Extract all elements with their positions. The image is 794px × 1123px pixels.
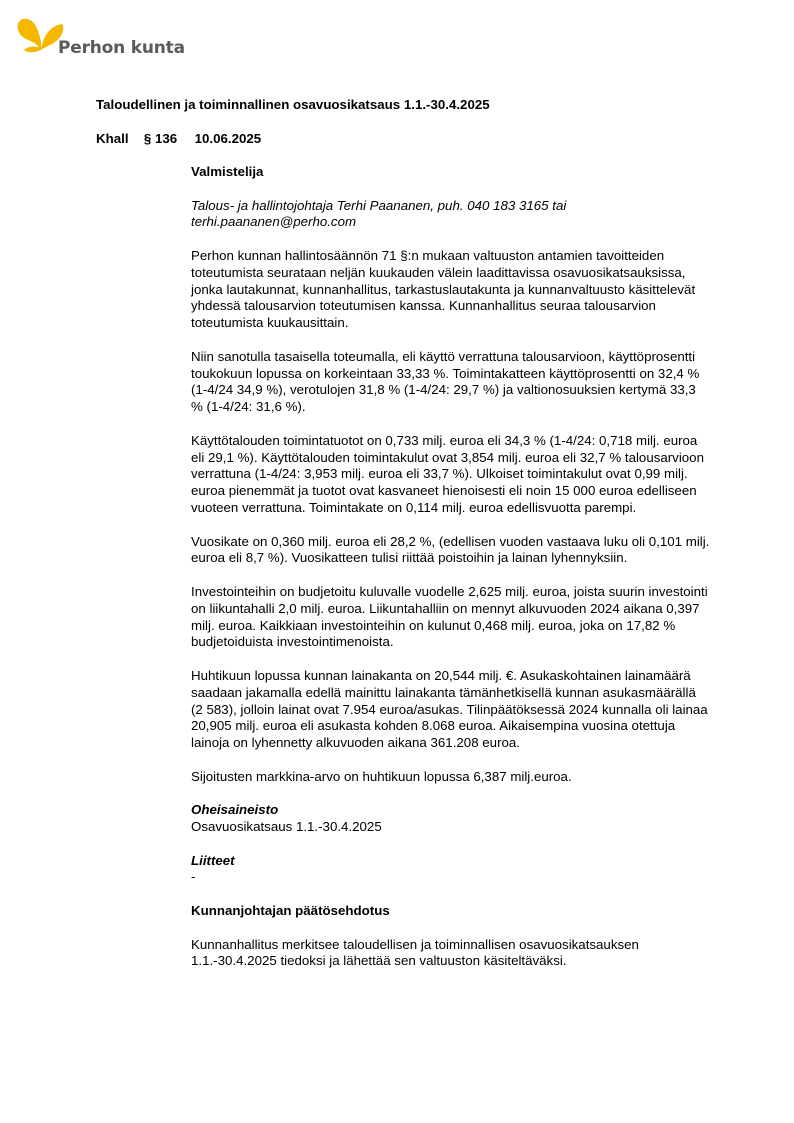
preparer-heading: Valmistelija	[191, 164, 264, 179]
paragraph: Huhtikuun lopussa kunnan lainakanta on 20,544 milj. €. Asukaskohtainen lainamäärä saadaan jakamalla edellä mainittu lainakanta tämänhetkisellä kunnan asukasmäärällä (2 583), jolloin lainat ovat 7.954 euroa/asukas. Tilinpäätöksessä 2024 kunnalla oli lainaa 20,905 milj. euroa eli asukasta kohden 8.068 euroa. Aikaisempina vuosina otettuja lainoja on lyhennetty alkuvuoden aikana 361.208 euroa.	[191, 667, 708, 751]
paragraph: Sijoitusten markkina-arvo on huhtikuun lopussa 6,387 milj.euroa.	[191, 768, 572, 784]
appendices-section	[191, 853, 711, 887]
document-body	[191, 164, 711, 987]
paragraph: Käyttötalouden toimintatuotot on 0,733 milj. euroa eli 34,3 % (1-4/24: 0,718 milj. euroa eli 29,1 %). Käyttötalouden toimintakulut ovat 3,854 milj. euroa eli 32,7 % talousarvioon verrattuna (1-4/24: 3,953 milj. euroa eli 33,7 %). Ulkoiset toimintakulut ovat 0,99 milj. euroa pienemmät ja tuotot ovat kasvaneet hienoisesti eli noin 15 000 euroa edelliseen vuoteen verrattuna. Toimintakate on 0,114 milj. euroa edellisvuotta parempi.	[191, 432, 704, 515]
attachments-item: Osavuosikatsaus 1.1.-30.4.2025	[191, 819, 382, 835]
paragraph: Perhon kunnan hallintosäännön 71 §:n mukaan valtuuston antamien tavoitteiden toteutumista seurataan neljän kuukauden välein laadittavissa osavuosikatsauksissa, jonka lautakunnat, kunnanhallitus, tarkastuslautakunta ja kunnanvaltuusto käsittelevät yhdessä talousarvion toteutumisen kanssa. Kunnanhallitus seuraa talousarvion toteutumista kuukausittain.	[191, 247, 696, 331]
meeting-body: Khall	[96, 131, 129, 146]
preparer-email: terhi.paananen@perho.com	[191, 214, 357, 230]
paragraph: Investointeihin on budjetoitu kuluvalle vuodelle 2,625 milj. euroa, joista suurin investointi on liikuntahalli 2,0 milj. euroa. Liikuntahalliin on mennyt alkuvuoden 2024 aikana 0,397 milj. euroa. Kaikkiaan investointeihin on kulunut 0,468 milj. euroa, joka on 17,82 % budjetoiduista investointimenoista.	[191, 583, 708, 650]
paragraph: Vuosikate on 0,360 milj. euroa eli 28,2 %, (edellisen vuoden vastaava luku oli 0,101 milj. euroa eli 8,7 %). Vuosikatteen tulisi riittää poistoihin ja lainan lyhennyksiin.	[191, 533, 710, 566]
paragraph: Niin sanotulla tasaisella toteumalla, eli käyttö verrattuna talousarvioon, käyttöprosentti toukokuun lopussa on korkeintaan 33,33 %. Toimintakatteen käyttöprosentti on 32,4 % (1-4/24 34,9 %), verotulojen 31,8 % (1-4/24: 29,7 %) ja valtionosuuksien kertymä 33,3 % (1-4/24: 31,6 %).	[191, 348, 700, 415]
appendices-item: -	[191, 869, 196, 885]
preparer-line1: Talous- ja hallintojohtaja Terhi Paananen, puh. 040 183 3165 tai	[191, 197, 567, 213]
attachments-heading: Oheisaineisto	[191, 802, 279, 818]
attachments-section	[191, 802, 711, 836]
logo-text: Perhon kunta	[58, 38, 185, 58]
document-title: Taloudellinen ja toiminnallinen osavuosikatsaus 1.1.-30.4.2025	[96, 97, 490, 112]
appendices-heading: Liitteet	[191, 852, 235, 868]
municipality-logo	[16, 12, 186, 62]
section-number: § 136	[143, 131, 178, 146]
proposal-text: Kunnanhallitus merkitsee taloudellisen ja toiminnallisen osavuosikatsauksen 1.1.-30.4.2025 tiedoksi ja lähettää sen valtuuston käsiteltäväksi.	[191, 936, 639, 969]
proposal-heading: Kunnanjohtajan päätösehdotus	[191, 903, 390, 919]
meeting-line	[96, 131, 261, 146]
meeting-date: 10.06.2025	[194, 131, 262, 146]
preparer-contact	[191, 198, 711, 232]
